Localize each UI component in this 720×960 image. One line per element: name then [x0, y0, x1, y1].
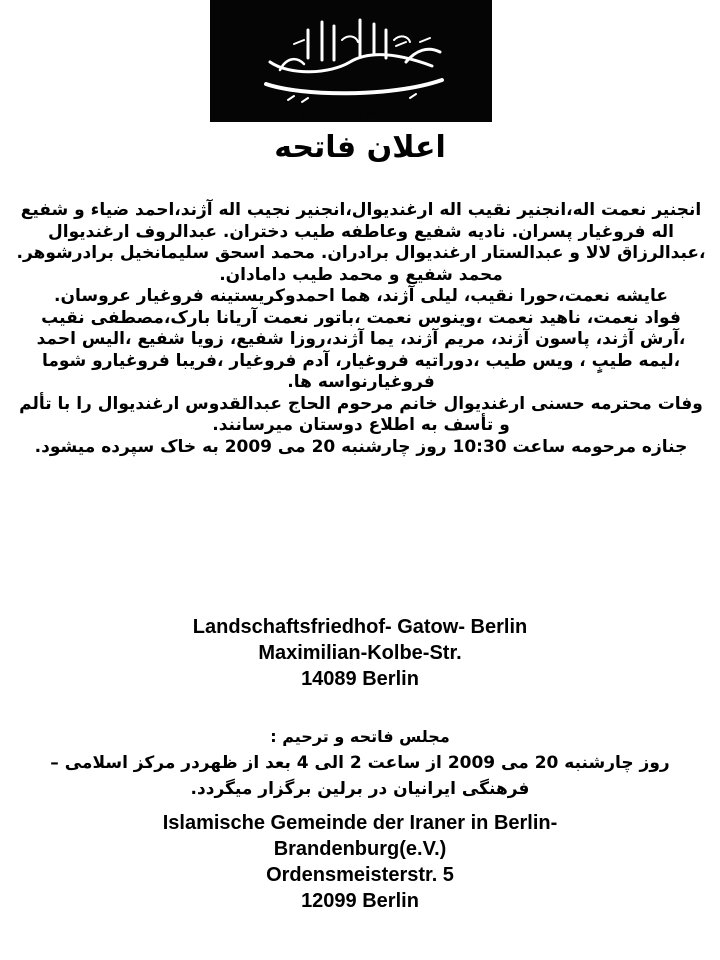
majlis-details: روز چارشنبه 20 می 2009 از ساعت 2 الی 4 بعد از ظهردر مرکز اسلامی –فرهنگی ایرانیان در برلین برگزار میگردد.: [50, 753, 670, 799]
grandchildren-paragraph: فواد نعمت، ناهید نعمت ،وینوس نعمت ،باتور نعمت آریانا بارک،مصطفی نقیب ،آرش آژند، پاسون آژند، مریم آژند، یما آژند،روزا شفیع، زویا شفیع ،الیس احمد ،لیمه طیبٍ ، ویس طیب ،دوراتیه فروغیار، آدم فروغیار ،فریبا فروغیارو شوما فروغیارنواسه ها.: [36, 307, 686, 392]
funeral-time-paragraph: جنازه مرحومه ساعت 10:30 روز چارشنبه 20 می 2009 به خاک سپرده میشود.: [34, 436, 688, 457]
burial-address-line: 14089 Berlin: [301, 668, 419, 690]
venue-address-line: Brandenburg(e.V.): [273, 838, 447, 860]
majlis-section: [40, 724, 680, 802]
majlis-heading: مجلس فاتحه و ترحیم :: [270, 727, 450, 746]
venue-address-line: Ordensmeisterstr. 5: [266, 864, 454, 886]
venue-address: [0, 810, 720, 914]
death-notice-paragraph: وفات محترمه حسنی ارغندیوال خانم مرحوم الحاج عبدالقدوس ارغندیوال را با تألم و تأسف به اطلاع دوستان میرسانند.: [19, 393, 703, 435]
venue-address-line: 12099 Berlin: [301, 890, 419, 912]
family-members-paragraph: انجنیر نعمت اله،انجنیر نقیب اله ارغندیوال،انجنیر نجیب اله آژند،احمد ضیاء و شفیع اله فروغیار پسران. نادیه شفیع وعاطفه طیب دختران. عبدالروف ارغندیوال ،عبدالرزاق لالا و عبدالستار ارغندیوال برادران. محمد اسحق سلیمانخیل برادرشوهر.: [16, 200, 706, 263]
basmala-banner: [210, 0, 492, 122]
burial-address-line: Maximilian-Kolbe-Str.: [258, 642, 462, 664]
burial-address: [0, 614, 720, 692]
daughters-in-law-paragraph: عایشه نعمت،حورا نقیب، لیلی آژند، هما احمدوکریستینه فروغیار عروسان.: [54, 286, 668, 306]
basmala-calligraphy: [210, 0, 492, 122]
sons-in-law-paragraph: محمد شفیع و محمد طیب دامادان.: [219, 264, 503, 285]
burial-address-line: Landschaftsfriedhof- Gatow- Berlin: [192, 616, 528, 638]
announcement-body: [16, 200, 706, 458]
venue-address-line: Islamische Gemeinde der Iraner in Berlin-: [162, 812, 558, 834]
basmala-text: بسم الله الرحمن الرحيم: [300, 108, 402, 119]
announcement-title: اعلان فاتحه: [274, 130, 446, 165]
